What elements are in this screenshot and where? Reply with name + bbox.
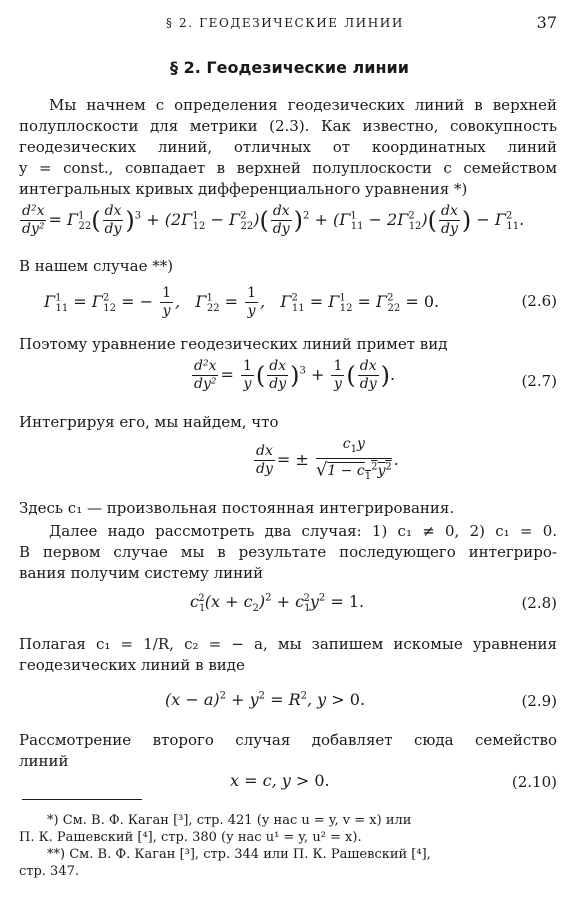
equation-2-6: $\Gamma^1_{11} = \Gamma^2_{12}$ = − $\frac{1}{y}$ , $\Gamma^1_{22}$ = $\frac{1}{y}$ , $\Gamma^2_{11} = \Gamma^1_{12} = \Gamma^2_{22} = 0$. [44, 285, 440, 319]
text-line: геодезических линий, отличных от координатных линий [19, 138, 557, 156]
equation-first-integral: $\frac{dx}{dy}$ = ± $\frac{c_1y}{√1 - c_1^2y^2}$ . [255, 436, 399, 483]
text-line: Далее надо рассмотреть два случая: 1) c₁ ≠ 0, 2) c₁ = 0. [49, 522, 557, 540]
text-line: интегральных кривых дифференциального уравнения *) [19, 180, 468, 198]
text-line: y = const., совпадает в верхней полуплоскости с семейством [19, 159, 557, 177]
here-text [19, 498, 557, 519]
section-title: § 2. Геодезические линии [170, 58, 409, 77]
footnote-line: стр. 347. [19, 864, 80, 879]
footnote-separator [22, 799, 142, 800]
text-line: Здесь c₁ — произвольная постоянная интегрирования. [19, 499, 455, 517]
equation-2-9: $(x - a)^2 + y^2 = R^2$, y > 0. [165, 690, 366, 709]
text-line: В первом случае мы в результате последующего интегриро- [19, 543, 557, 561]
intro-paragraph [19, 95, 557, 200]
equation-number: (2.9) [521, 692, 557, 710]
text-line: В нашем случае **) [19, 257, 174, 275]
text-line: полуплоскости для метрики (2.3). Как известно, совокупность [19, 117, 557, 135]
second-case-paragraph [19, 730, 557, 772]
text-line: Полагая c₁ = 1/R, c₂ = − a, мы запишем искомые уравнения [19, 635, 557, 653]
running-header: § 2. ГЕОДЕЗИЧЕСКИЕ ЛИНИИ [166, 16, 404, 30]
footnotes [19, 812, 559, 880]
equation-2-8: $c_1^2(x + c_2)^2 + c_1^2y^2 = 1$. [190, 592, 365, 615]
equation-number: (2.10) [511, 773, 557, 791]
equation-2-7: $\frac{\text{d²x}}{\text{dy²}}$ = $\frac{1}{y}$ ( $\frac{dx}{dy}$ )$^3$ + $\frac{1}{y}$ ( $\frac{dx}{dy}$ ). [194, 358, 396, 392]
footnote-line: П. К. Рашевский [⁴], стр. 380 (у нас u¹ = y, u² = x). [19, 830, 362, 845]
equation-number: (2.8) [521, 594, 557, 612]
text-line: Рассмотрение второго случая добавляет сюда семейство [19, 731, 557, 749]
text-line: Поэтому уравнение геодезических линий примет вид [19, 335, 448, 353]
page-number: 37 [536, 13, 557, 32]
integrating-text [19, 412, 557, 433]
then-text [19, 334, 557, 355]
footnote-line: **) См. В. Ф. Каган [³], стр. 344 или П. К. Рашевский [⁴], [47, 847, 431, 862]
footnote-line: *) См. В. Ф. Каган [³], стр. 421 (у нас u = y, v = x) или [47, 813, 412, 828]
text-line: линий [19, 752, 69, 770]
text-line: вания получим систему линий [19, 564, 264, 582]
setting-paragraph [19, 634, 557, 676]
text-line: Мы начнем с определения геодезических линий в верхней [49, 96, 557, 114]
equation-2-10: x = c, y > 0. [230, 771, 330, 790]
further-paragraph [19, 521, 557, 584]
equation-number: (2.6) [521, 292, 557, 310]
equation-number: (2.7) [521, 372, 557, 390]
text-line: геодезических линий в виде [19, 656, 245, 674]
equation-geodesic-ode: $\frac{\text{d²x}}{\text{dy²}}$ = $\Gamma^1_{22}$( $\frac{dx}{dy}$ )$^3 + (2\Gamma^1_{12} - \Gamma^2_{22})$( $\frac{dx}{dy}$ )$^2 + (\Gamma^1_{11} - 2\Gamma^2_{12})$( $\frac{dx}{dy}$ ) − $\Gamma^2_{11}$. [22, 203, 525, 237]
in-our-case-text [19, 256, 557, 277]
text-line: Интегрируя его, мы найдем, что [19, 413, 279, 431]
